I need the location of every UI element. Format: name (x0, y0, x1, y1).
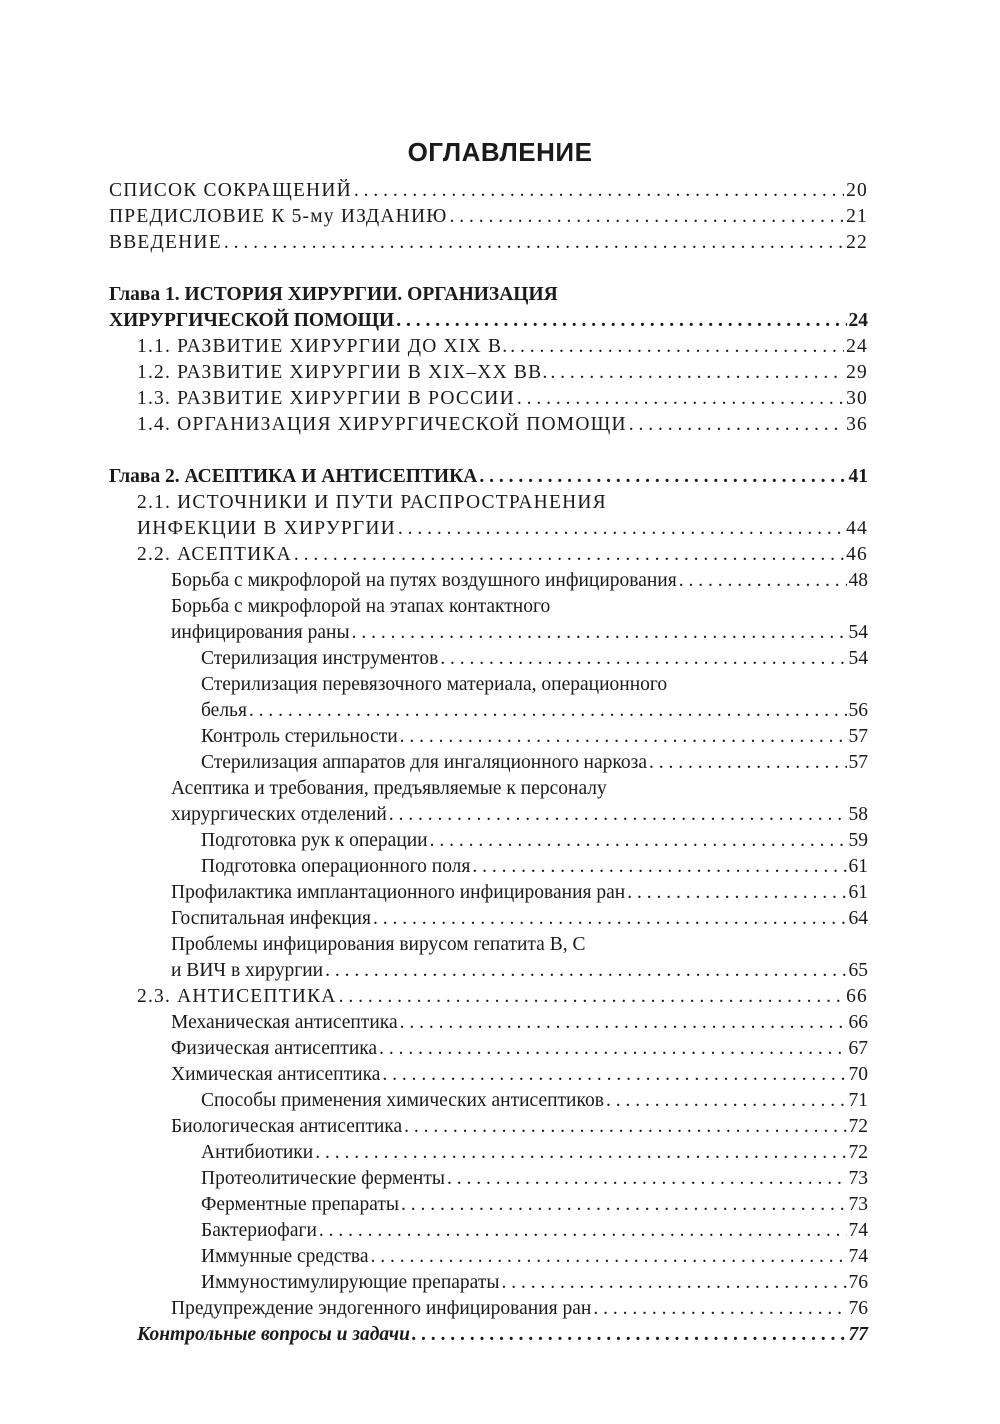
dot-leader (224, 230, 844, 256)
dot-leader (398, 516, 844, 542)
toc-entry[interactable] (109, 360, 868, 386)
dot-leader (382, 1062, 846, 1088)
dot-leader (479, 464, 846, 490)
toc-entry-title: 1.1. РАЗВИТИЕ ХИРУРГИИ ДО XIX В. (137, 336, 509, 357)
toc-page-number: 24 (846, 336, 868, 357)
dot-leader (430, 828, 847, 854)
dot-leader (400, 1010, 847, 1036)
toc-entry[interactable] (109, 724, 868, 750)
toc-entry-title: Химическая антисептика (171, 1064, 381, 1085)
toc-entry[interactable] (109, 178, 868, 204)
dot-leader (373, 906, 847, 932)
toc-entry[interactable] (109, 230, 868, 256)
toc-page-number: 57 (848, 726, 868, 747)
toc-entry-title: Предупреждение эндогенного инфицирования ран (171, 1298, 592, 1319)
dot-leader (249, 698, 847, 724)
toc-entry-title: и ВИЧ в хирургии (171, 960, 324, 981)
toc-entry-title: Механическая антисептика (171, 1012, 398, 1033)
dot-leader (501, 1270, 846, 1296)
toc-page-number: 56 (848, 700, 868, 721)
toc-page-number: 66 (846, 986, 868, 1007)
dot-leader (319, 1218, 847, 1244)
toc-entry-title: 2.3. АНТИСЕПТИКА (137, 986, 337, 1007)
toc-entry-title: Глава 2. АСЕПТИКА И АНТИСЕПТИКА (109, 466, 478, 487)
toc-entry[interactable] (109, 204, 868, 230)
toc-entry[interactable] (109, 1244, 868, 1270)
toc-entry[interactable] (109, 1010, 868, 1036)
toc-page-number: 66 (848, 1012, 868, 1033)
toc-entry[interactable] (109, 958, 868, 984)
dot-leader (449, 204, 844, 230)
dot-leader (400, 724, 847, 750)
toc-entry[interactable] (109, 1218, 868, 1244)
toc-entry[interactable] (109, 412, 868, 438)
dot-leader (294, 542, 844, 568)
toc-page-number: 44 (846, 518, 868, 539)
subsection-heading[interactable]: Проблемы инфицирования вирусом гепатита В, С (171, 934, 586, 955)
toc-page-number: 21 (846, 206, 868, 227)
toc-page-number: 61 (848, 856, 868, 877)
toc-entry-title: Стерилизация аппаратов для ингаляционного наркоза (201, 752, 647, 773)
toc-entry-title: 1.4. ОРГАНИЗАЦИЯ ХИРУРГИЧЕСКОЙ ПОМОЩИ (137, 414, 627, 435)
toc-entry-title: Физическая антисептика (171, 1038, 378, 1059)
toc-page-number: 54 (848, 648, 868, 669)
dot-leader (396, 308, 846, 334)
toc-page-number: 54 (848, 622, 868, 643)
dot-leader (352, 620, 847, 646)
toc-entry[interactable] (109, 516, 868, 542)
toc-page-number: 65 (848, 960, 868, 981)
toc-page-number: 59 (848, 830, 868, 851)
toc-entry-title: ИНФЕКЦИИ В ХИРУРГИИ (137, 518, 396, 539)
toc-page-number: 29 (846, 362, 868, 383)
toc-entry-title: ПРЕДИСЛОВИЕ К 5-му ИЗДАНИЮ (109, 206, 448, 227)
toc-entry[interactable] (109, 802, 868, 828)
toc-page-number: 72 (848, 1142, 868, 1163)
toc-entry[interactable] (109, 1192, 868, 1218)
toc-entry-title: Подготовка рук к операции (201, 830, 428, 851)
toc-entry[interactable] (109, 568, 868, 594)
toc-entry[interactable] (109, 1088, 868, 1114)
toc-entry-title: Иммуностимулирующие препараты (201, 1272, 500, 1293)
toc-page-number: 24 (848, 310, 868, 331)
toc-entry-title: хирургических отделений (171, 804, 387, 825)
chapter-heading[interactable]: Глава 1. ИСТОРИЯ ХИРУРГИИ. ОРГАНИЗАЦИЯ (109, 284, 558, 305)
dot-leader (550, 360, 844, 386)
toc-entry-title: 1.3. РАЗВИТИЕ ХИРУРГИИ В РОССИИ (137, 388, 515, 409)
dot-leader (679, 568, 847, 594)
dot-leader (339, 984, 845, 1010)
toc-entry-title: белья (201, 700, 247, 721)
toc-page-number: 74 (848, 1220, 868, 1241)
page-title: ОГЛАВЛЕНИЕ (407, 137, 593, 167)
toc-page-number: 76 (848, 1272, 868, 1293)
dot-leader (517, 386, 844, 412)
spacer (109, 438, 868, 464)
toc-entry[interactable] (109, 646, 868, 672)
toc-entry[interactable] (109, 1322, 868, 1348)
dot-leader (379, 1036, 846, 1062)
toc-entry[interactable] (109, 750, 868, 776)
dot-leader (606, 1088, 847, 1114)
dot-leader (447, 1166, 847, 1192)
toc-entry-title: 1.2. РАЗВИТИЕ ХИРУРГИИ В XIX–XX ВВ. (137, 362, 549, 383)
toc-entry[interactable] (109, 1140, 868, 1166)
toc-page-number: 77 (848, 1324, 868, 1345)
dot-leader (354, 178, 844, 204)
toc-page-number: 73 (848, 1168, 868, 1189)
toc-entry[interactable] (109, 334, 868, 360)
dot-leader (315, 1140, 846, 1166)
toc-entry[interactable] (109, 1036, 868, 1062)
dot-leader (510, 334, 844, 360)
toc-page-number: 71 (848, 1090, 868, 1111)
dot-leader (440, 646, 846, 672)
toc-entry[interactable] (109, 386, 868, 412)
toc-entry[interactable] (109, 620, 868, 646)
toc-page-number: 74 (848, 1246, 868, 1267)
toc-entry[interactable] (109, 1166, 868, 1192)
toc-entry-title: Иммунные средства (201, 1246, 369, 1267)
toc-entry-title: Профилактика имплантационного инфицирования ран (171, 882, 626, 903)
dot-leader (629, 412, 844, 438)
toc-page-number: 48 (848, 570, 868, 591)
toc-entry-title: инфицирования раны (171, 622, 350, 643)
dot-leader (371, 1244, 847, 1270)
toc-entry-title: 2.2. АСЕПТИКА (137, 544, 292, 565)
toc-entry-title: Антибиотики (201, 1142, 314, 1163)
toc-entry[interactable] (109, 1114, 868, 1140)
toc-page-number: 72 (848, 1116, 868, 1137)
toc-entry-title: Контрольные вопросы и задачи (137, 1324, 410, 1345)
toc-page-number: 76 (848, 1298, 868, 1319)
dot-leader (472, 854, 846, 880)
toc-page-number: 20 (846, 180, 868, 201)
toc-entry[interactable] (109, 1062, 868, 1088)
toc-entry-title: Борьба с микрофлорой на путях воздушного инфицирования (171, 570, 677, 591)
dot-leader (404, 1114, 846, 1140)
toc-entry-title: Стерилизация инструментов (201, 648, 439, 669)
toc-entry[interactable] (109, 854, 868, 880)
dot-leader (593, 1296, 846, 1322)
toc-entry-title: Бактериофаги (201, 1220, 317, 1241)
toc-page-number: 36 (846, 414, 868, 435)
toc-entry-title: Способы применения химических антисептиков (201, 1090, 604, 1111)
toc-page-number: 46 (846, 544, 868, 565)
subsection-heading[interactable]: Асептика и требования, предъявляемые к персоналу (171, 778, 607, 799)
toc-entry-title: Контроль стерильности (201, 726, 398, 747)
dot-leader (412, 1322, 847, 1348)
toc-page-number: 57 (848, 752, 868, 773)
toc-entry-title: СПИСОК СОКРАЩЕНИЙ (109, 180, 352, 201)
toc-page-number: 70 (848, 1064, 868, 1085)
toc-entry-title: Протеолитические ферменты (201, 1168, 445, 1189)
toc-entry[interactable] (109, 698, 868, 724)
dot-leader (389, 802, 847, 828)
toc-entry-title: ХИРУРГИЧЕСКОЙ ПОМОЩИ (109, 310, 395, 331)
dot-leader (649, 750, 847, 776)
subsection-heading[interactable]: Стерилизация перевязочного материала, операционного (201, 674, 668, 695)
section-heading[interactable]: 2.1. ИСТОЧНИКИ И ПУТИ РАСПРОСТРАНЕНИЯ (137, 492, 607, 513)
spacer (109, 256, 868, 282)
toc-entry[interactable] (109, 880, 868, 906)
table-of-contents (109, 178, 868, 1348)
toc-entry[interactable] (109, 1296, 868, 1322)
dot-leader (401, 1192, 847, 1218)
toc-page-number: 41 (848, 466, 868, 487)
toc-page-number: 30 (846, 388, 868, 409)
toc-entry-title: Ферментные препараты (201, 1194, 399, 1215)
toc-entry-title: Биологическая антисептика (171, 1116, 403, 1137)
toc-entry[interactable] (109, 906, 868, 932)
toc-entry-title: Госпитальная инфекция (171, 908, 371, 929)
toc-entry[interactable] (109, 464, 868, 490)
dot-leader (325, 958, 846, 984)
toc-page-number: 61 (848, 882, 868, 903)
toc-entry[interactable] (109, 542, 868, 568)
toc-entry[interactable] (109, 984, 868, 1010)
toc-page-number: 67 (848, 1038, 868, 1059)
toc-entry[interactable] (109, 308, 868, 334)
toc-page-number: 64 (848, 908, 868, 929)
toc-page-number: 73 (848, 1194, 868, 1215)
dot-leader (627, 880, 846, 906)
toc-entry[interactable] (109, 828, 868, 854)
toc-entry-title: ВВЕДЕНИЕ (109, 232, 222, 253)
toc-page-number: 22 (846, 232, 868, 253)
toc-entry-title: Подготовка операционного поля (201, 856, 471, 877)
toc-entry[interactable] (109, 1270, 868, 1296)
subsection-heading[interactable]: Борьба с микрофлорой на этапах контактного (171, 596, 551, 617)
toc-page-number: 58 (848, 804, 868, 825)
